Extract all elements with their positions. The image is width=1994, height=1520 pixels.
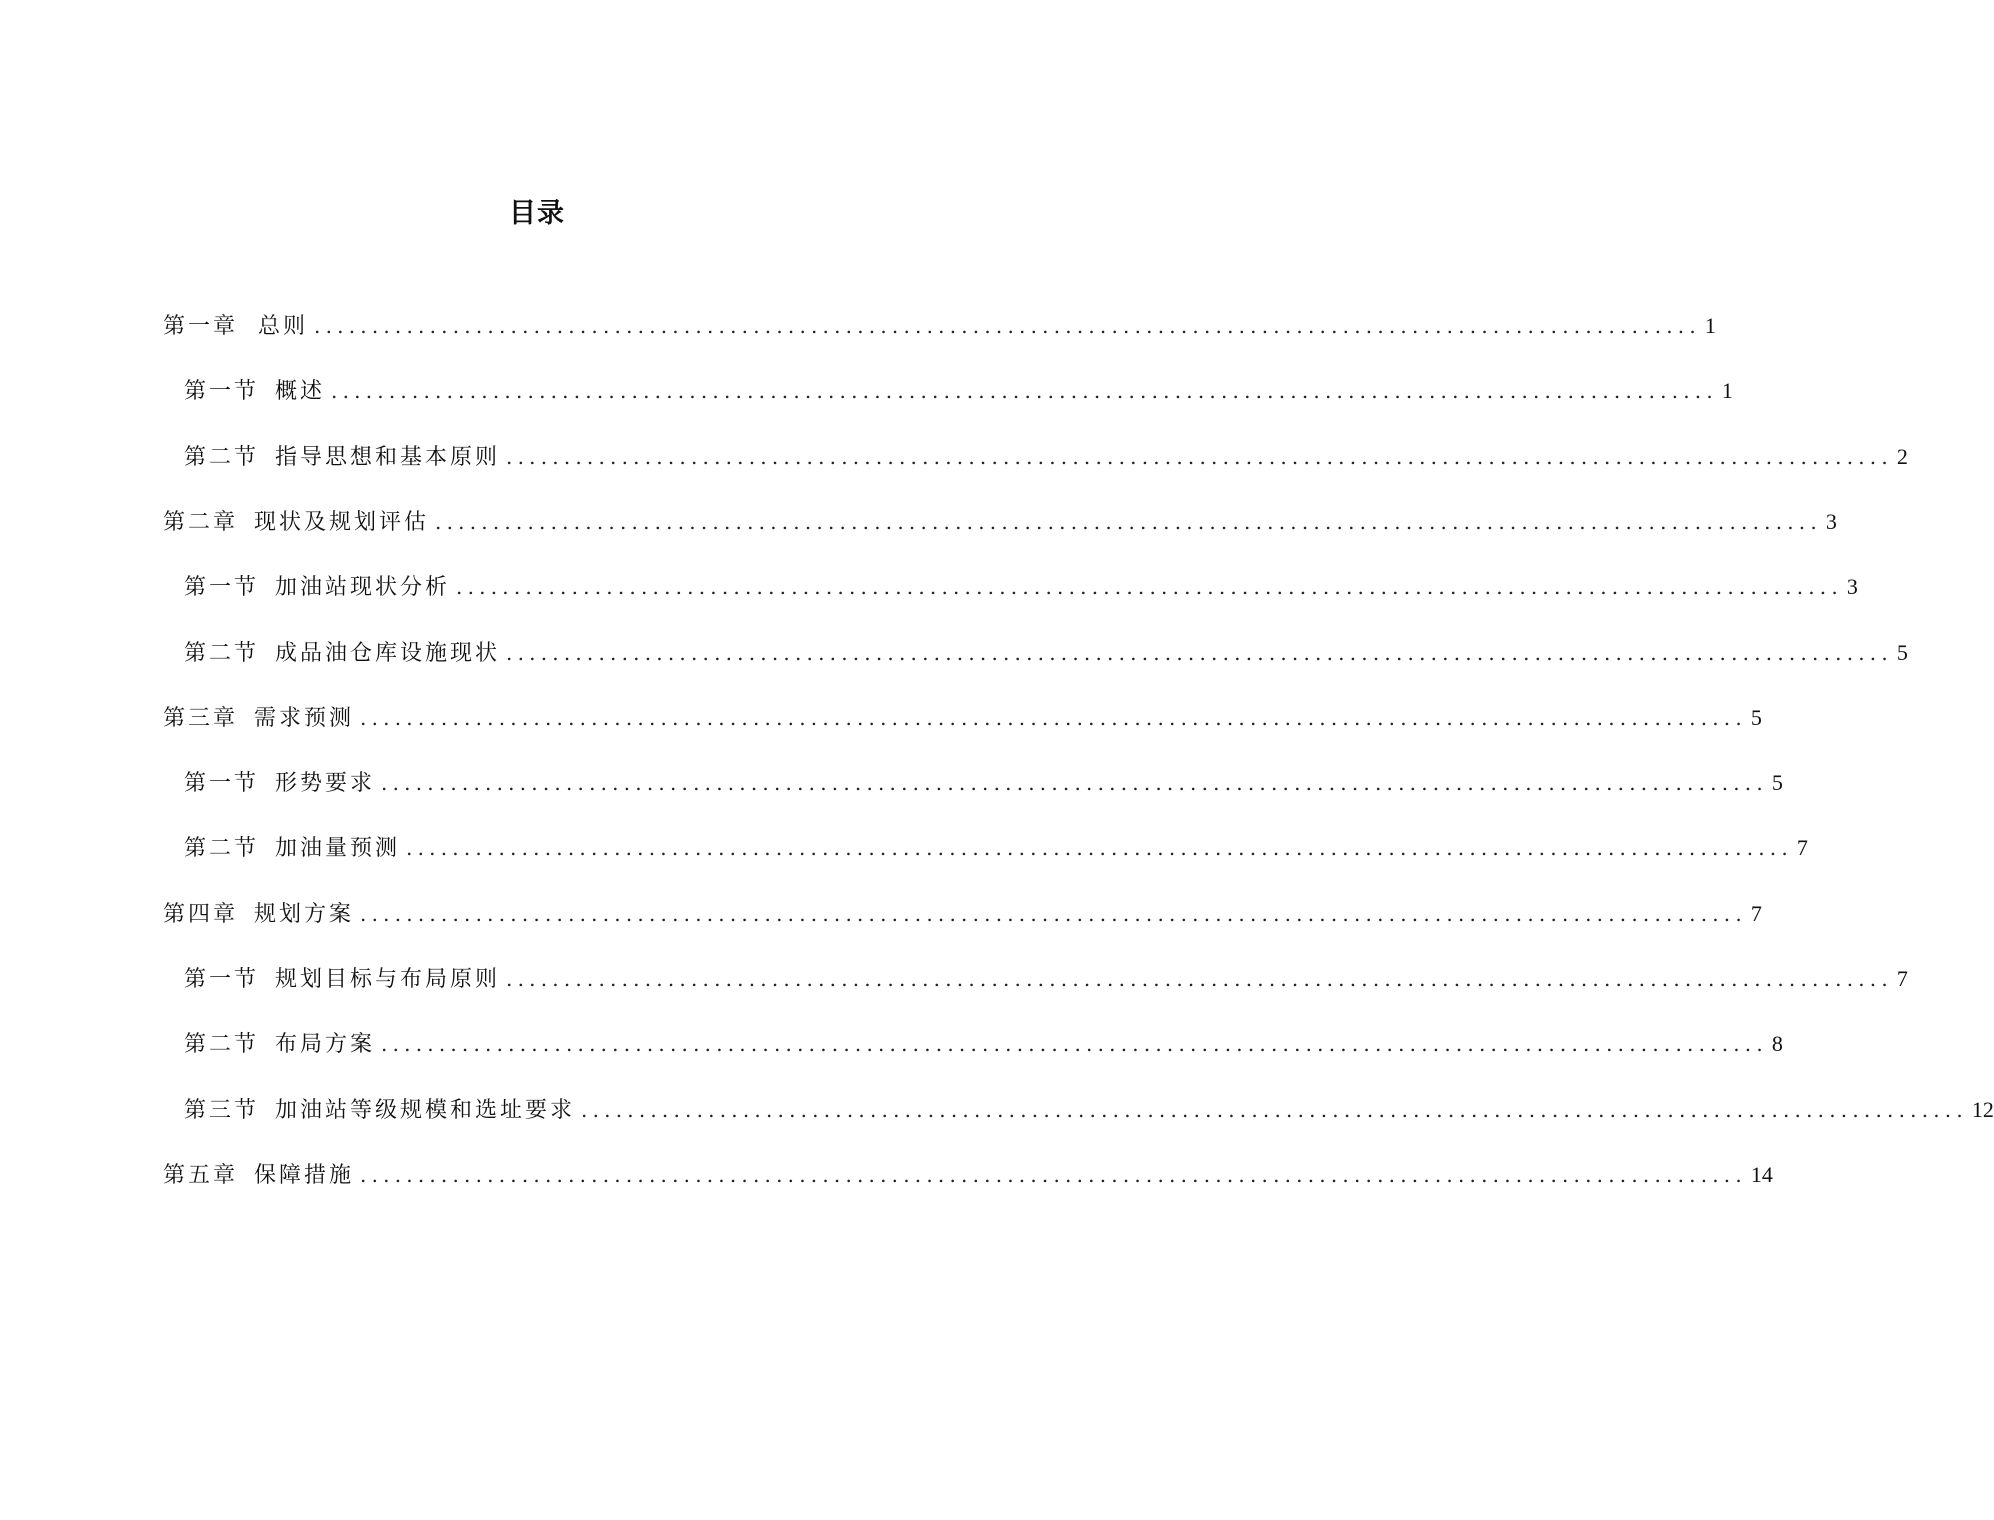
toc-entry[interactable]	[184, 963, 1908, 995]
toc-leader-dots: ........................................................................................................................	[581, 1097, 1968, 1122]
toc-entry-text: 成品油仓库设施现状	[275, 640, 501, 666]
toc-entry[interactable]	[163, 702, 1762, 734]
toc-entry-number: 第一节	[184, 771, 260, 797]
toc-entry-label	[184, 442, 500, 474]
toc-entry-label	[184, 572, 450, 604]
toc-leader-dots: ........................................................................................................................	[314, 314, 1701, 338]
toc-entry-number: 第一节	[184, 379, 260, 405]
toc-leader-dots: ........................................................................................................................	[331, 379, 1718, 404]
toc-entry-text: 保障措施	[254, 1162, 355, 1188]
toc-entry-number: 第三节	[184, 1097, 260, 1123]
toc-entry-page-number: 7	[1896, 966, 1908, 991]
toc-leader-dots: ........................................................................................................................	[506, 444, 1893, 469]
toc-entry-number: 第一章	[163, 314, 239, 339]
toc-entry[interactable]	[184, 1028, 1783, 1060]
toc-entry-number: 第二节	[184, 836, 260, 862]
toc-entry-page-number: 5	[1750, 704, 1762, 730]
toc-entry-number: 第四章	[163, 901, 239, 927]
toc-entry[interactable]	[184, 375, 1733, 407]
toc-entry-page-number: 3	[1825, 508, 1837, 534]
toc-entry[interactable]	[163, 1159, 1773, 1191]
toc-entry-text: 需求预测	[254, 705, 355, 731]
toc-entry-label	[184, 638, 500, 670]
toc-entry-number: 第二节	[184, 1032, 260, 1058]
toc-leader-dots: ........................................................................................................................	[456, 575, 1843, 600]
toc-entry[interactable]	[184, 637, 1908, 669]
toc-entry-page-number: 1	[1721, 378, 1733, 404]
toc-entry-number: 第五章	[163, 1162, 239, 1188]
toc-entry-text: 现状及规划评估	[254, 509, 430, 535]
toc-entry-page-number: 12	[1971, 1096, 1994, 1122]
toc-entry-label	[184, 1095, 575, 1127]
toc-entry-text: 总则	[258, 314, 309, 339]
toc-leader-dots: ........................................................................................................................	[506, 640, 1893, 665]
toc-entry[interactable]	[163, 310, 1716, 342]
toc-entry-text: 形势要求	[275, 771, 376, 797]
toc-entry-label	[163, 899, 354, 931]
toc-entry-number: 第二节	[184, 444, 260, 470]
toc-entry-page-number: 1	[1704, 313, 1716, 338]
toc-entry[interactable]	[163, 506, 1837, 538]
toc-entry-page-number: 7	[1750, 900, 1762, 926]
toc-entry-label	[184, 1029, 375, 1061]
toc-leader-dots: ........................................................................................................................	[506, 967, 1893, 991]
toc-entry-page-number: 5	[1896, 639, 1908, 665]
toc-entry[interactable]	[184, 832, 1808, 864]
toc-entry-page-number: 8	[1771, 1031, 1783, 1057]
toc-entry-page-number: 14	[1750, 1161, 1773, 1187]
toc-leader-dots: ........................................................................................................................	[406, 836, 1793, 861]
toc-entry-text: 概述	[275, 379, 326, 405]
toc-entry[interactable]	[163, 898, 1762, 930]
toc-leader-dots: ........................................................................................................................	[360, 1162, 1747, 1187]
toc-entry-page-number: 5	[1771, 770, 1783, 796]
toc-leader-dots: ........................................................................................................................	[435, 509, 1822, 534]
page-title: 目录	[509, 198, 565, 229]
toc-entry-label	[184, 833, 400, 865]
toc-entry-page-number: 2	[1896, 443, 1908, 469]
toc-entry-number: 第二章	[163, 509, 239, 535]
toc-entry-label	[184, 376, 325, 408]
toc-entry[interactable]	[184, 767, 1783, 799]
toc-leader-dots: ........................................................................................................................	[360, 705, 1747, 730]
toc-entry-label	[184, 768, 375, 800]
toc-entry-page-number: 7	[1796, 835, 1808, 861]
toc-entry-text: 加油量预测	[275, 836, 401, 862]
toc-entry-text: 加油站现状分析	[275, 575, 451, 601]
toc-entry-label	[163, 703, 354, 735]
toc-leader-dots: ........................................................................................................................	[381, 1032, 1768, 1057]
toc-entry-number: 第一节	[184, 967, 260, 992]
toc-entry-page-number: 3	[1846, 574, 1858, 600]
toc-entry-text: 规划方案	[254, 901, 355, 927]
toc-entry[interactable]	[184, 571, 1858, 603]
toc-entry-label	[184, 964, 500, 996]
toc-entry-number: 第二节	[184, 640, 260, 666]
toc-leader-dots: ........................................................................................................................	[360, 901, 1747, 926]
toc-entry-text: 规划目标与布局原则	[275, 967, 501, 992]
toc-entry-text: 布局方案	[275, 1032, 376, 1058]
toc-entry-text: 加油站等级规模和选址要求	[275, 1097, 576, 1123]
toc-entry-label	[163, 507, 429, 539]
toc-entry[interactable]	[184, 441, 1908, 473]
toc-leader-dots: ........................................................................................................................	[381, 771, 1768, 796]
toc-entry-label	[163, 311, 308, 343]
toc-entry-number: 第三章	[163, 705, 239, 731]
toc-entry-text: 指导思想和基本原则	[275, 444, 501, 470]
toc-entry-number: 第一节	[184, 575, 260, 601]
toc-entry[interactable]	[184, 1094, 1994, 1126]
toc-entry-label	[163, 1160, 354, 1192]
